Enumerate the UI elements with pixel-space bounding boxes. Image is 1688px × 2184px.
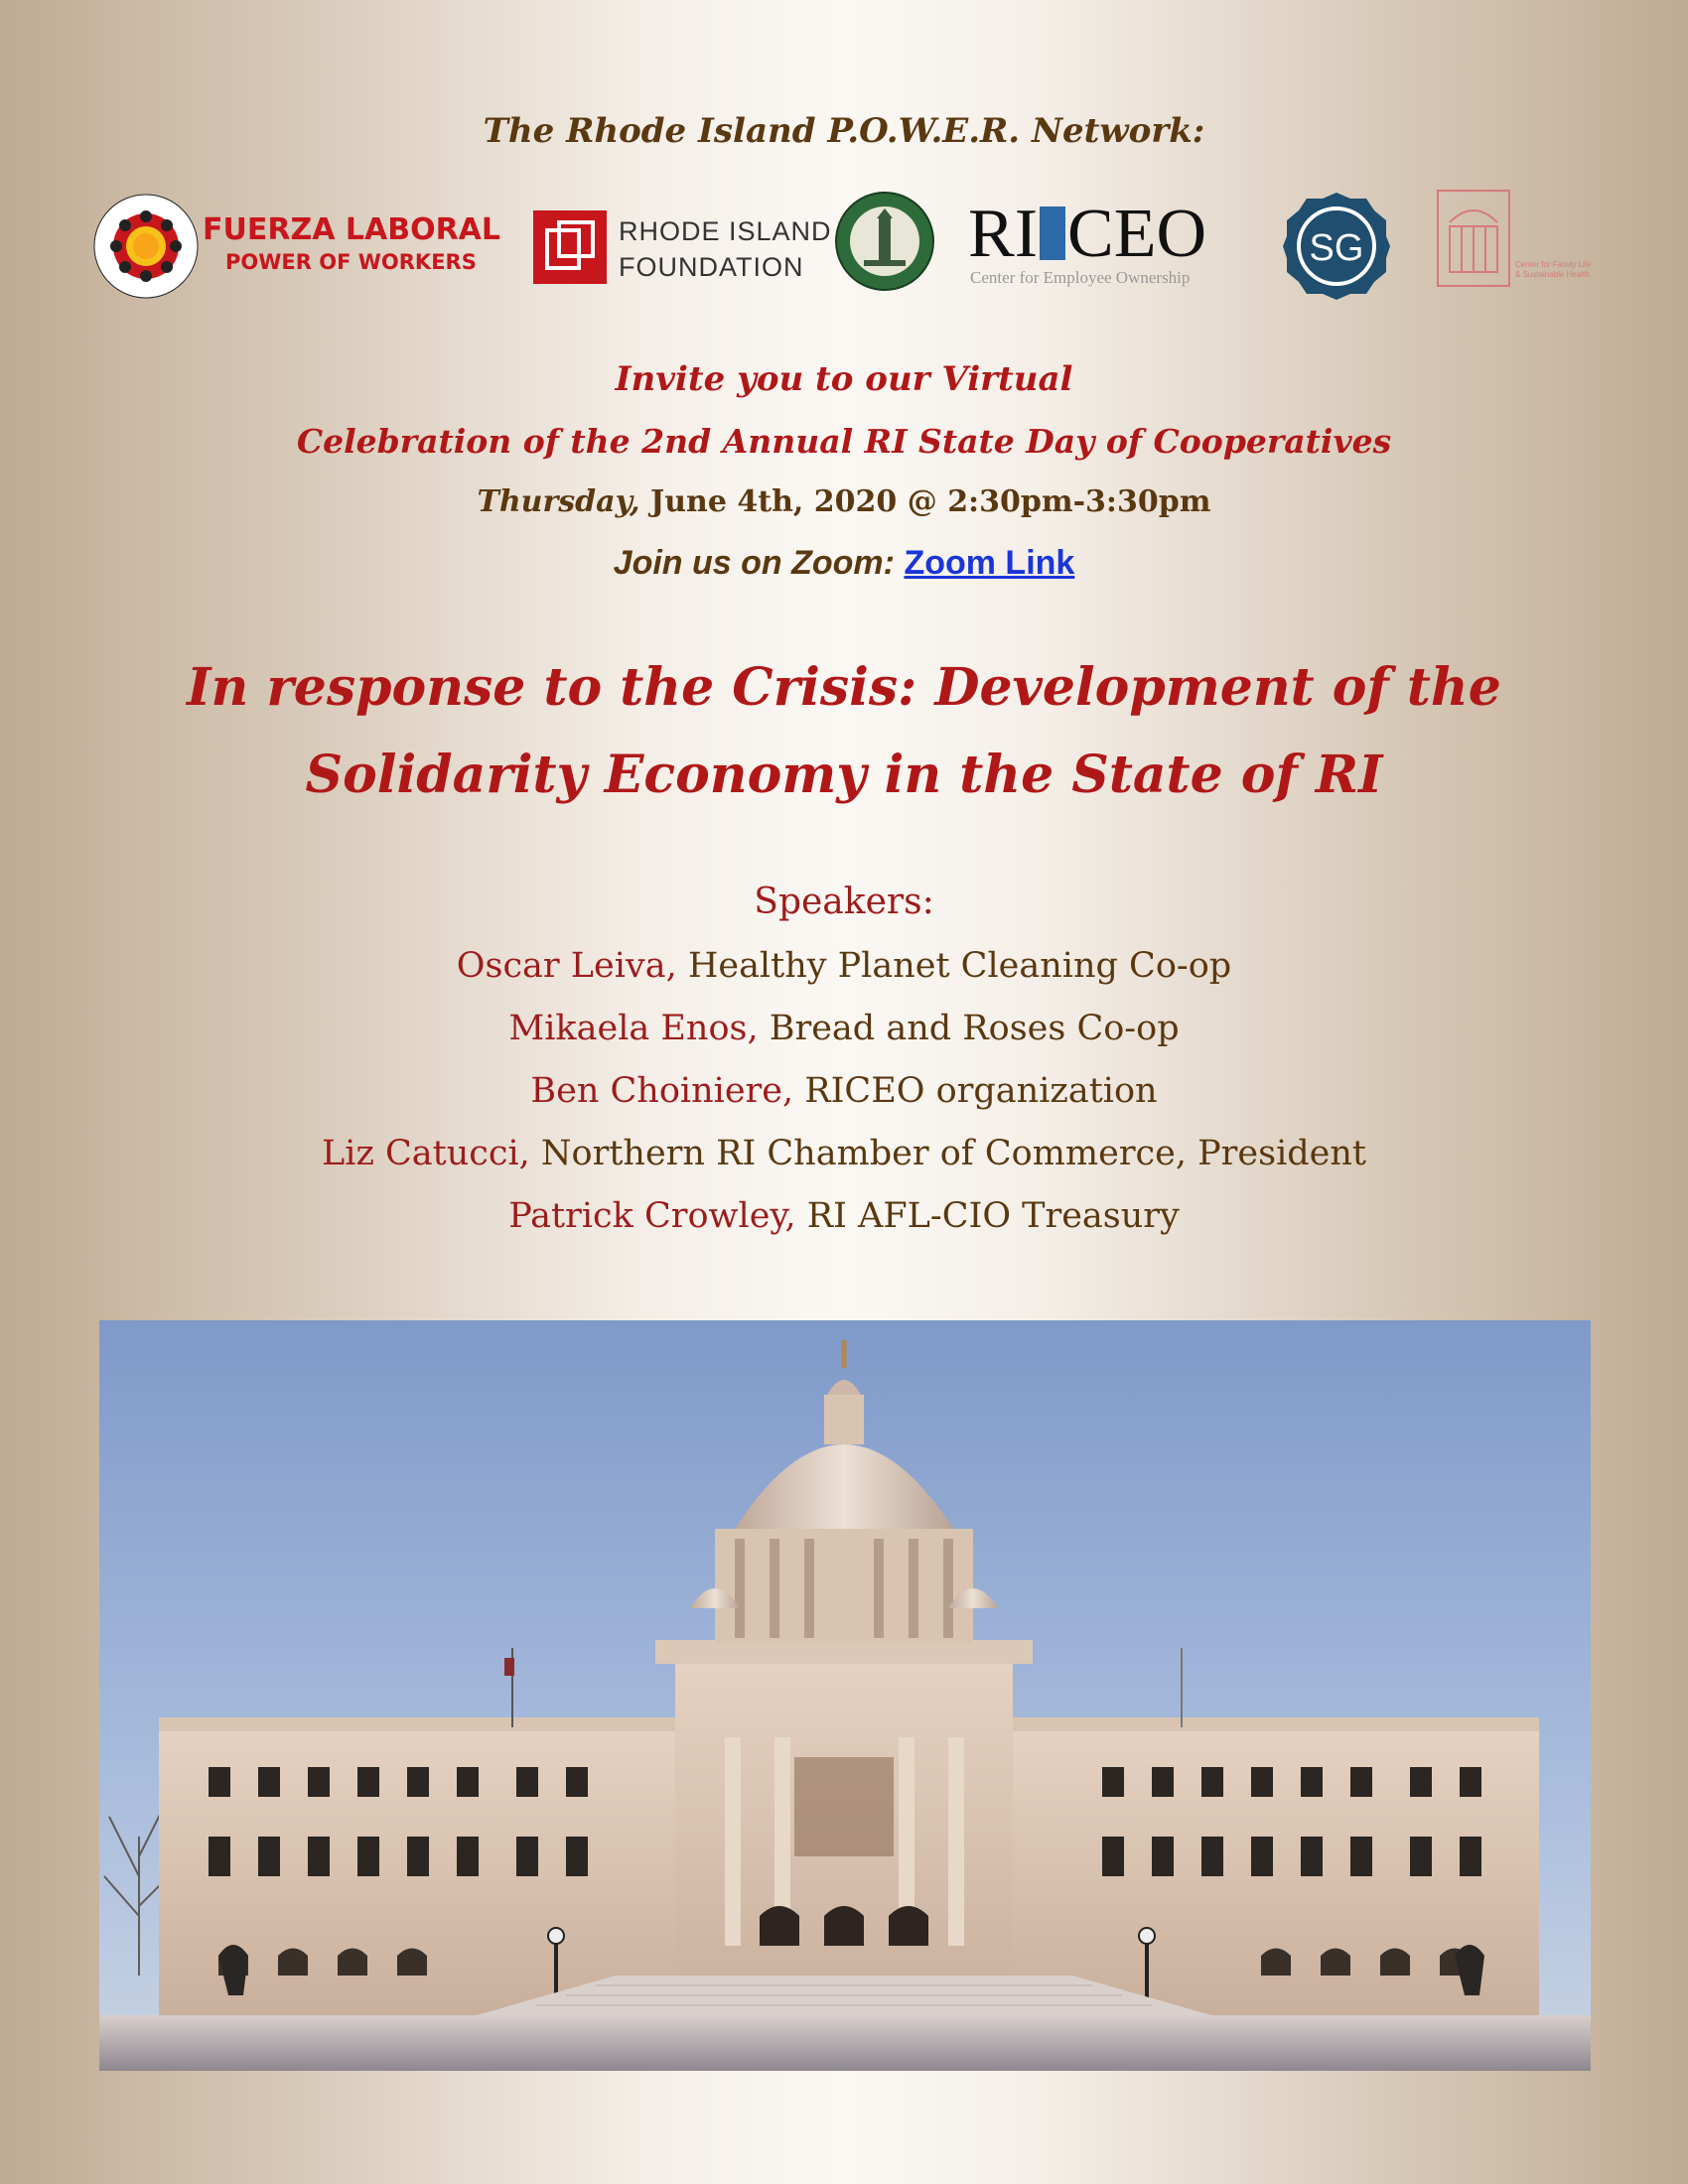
rif-line2: FOUNDATION	[619, 252, 804, 282]
sg-badge-icon	[1281, 191, 1392, 302]
city-seal-icon	[834, 191, 935, 292]
riceo-logo	[968, 196, 1266, 288]
state-house-illustration	[99, 1320, 1591, 2071]
invite-line-1: Invite you to our Virtual	[615, 359, 1073, 399]
main-title-line-2: Solidarity Economy in the State of RI	[305, 745, 1383, 805]
zoom-label: Join us on Zoom:	[613, 544, 895, 582]
fuerza-title: FUERZA LABORAL	[203, 212, 500, 247]
rif-square-icon	[533, 210, 607, 284]
main-title-line-1: In response to the Crisis: Development of the	[187, 657, 1501, 718]
event-date	[0, 484, 1688, 519]
speaker-item: Mikaela Enos, Bread and Roses Co-op	[508, 1009, 1180, 1048]
rif-line1: RHODE ISLAND	[619, 216, 832, 246]
speaker-item: Patrick Crowley, RI AFL-CIO Treasury	[508, 1196, 1180, 1236]
zoom-link[interactable]: Zoom Link	[904, 544, 1075, 582]
fuerza-laboral-logo	[91, 187, 508, 306]
center-caption: Center for Family Life & Sustainable Health	[1515, 260, 1592, 279]
riceo-ceo: CEO	[1067, 196, 1206, 272]
building-icon	[1436, 189, 1511, 288]
network-title: The Rhode Island P.O.W.E.R. Network:	[483, 111, 1205, 151]
speakers-heading: Speakers:	[754, 882, 934, 922]
riceo-ri: RI	[968, 196, 1038, 272]
rhode-island-foundation-logo	[533, 210, 832, 286]
speaker-item: Ben Choiniere, RICEO organization	[530, 1071, 1158, 1111]
speaker-item: Liz Catucci, Northern RI Chamber of Commerce, President	[322, 1134, 1366, 1173]
zoom-row	[0, 544, 1688, 583]
sg-logo	[1281, 191, 1392, 302]
fuerza-subtitle: POWER OF WORKERS	[225, 250, 477, 274]
state-house-photo	[99, 1320, 1591, 2071]
sg-letters: SG	[1309, 227, 1364, 269]
riceo-subtitle: Center for Employee Ownership	[970, 268, 1191, 287]
invite-line-2: Celebration of the 2nd Annual RI State Day of Cooperatives	[296, 422, 1392, 461]
speaker-item: Oscar Leiva, Healthy Planet Cleaning Co-op	[456, 946, 1232, 986]
center-logo	[1436, 189, 1595, 298]
event-day: Thursday,	[477, 484, 640, 519]
ri-state-icon	[1040, 206, 1065, 260]
central-falls-seal	[834, 191, 935, 292]
fuerza-emblem-icon	[91, 192, 201, 301]
event-datetime: June 4th, 2020 @ 2:30pm-3:30pm	[639, 484, 1211, 519]
